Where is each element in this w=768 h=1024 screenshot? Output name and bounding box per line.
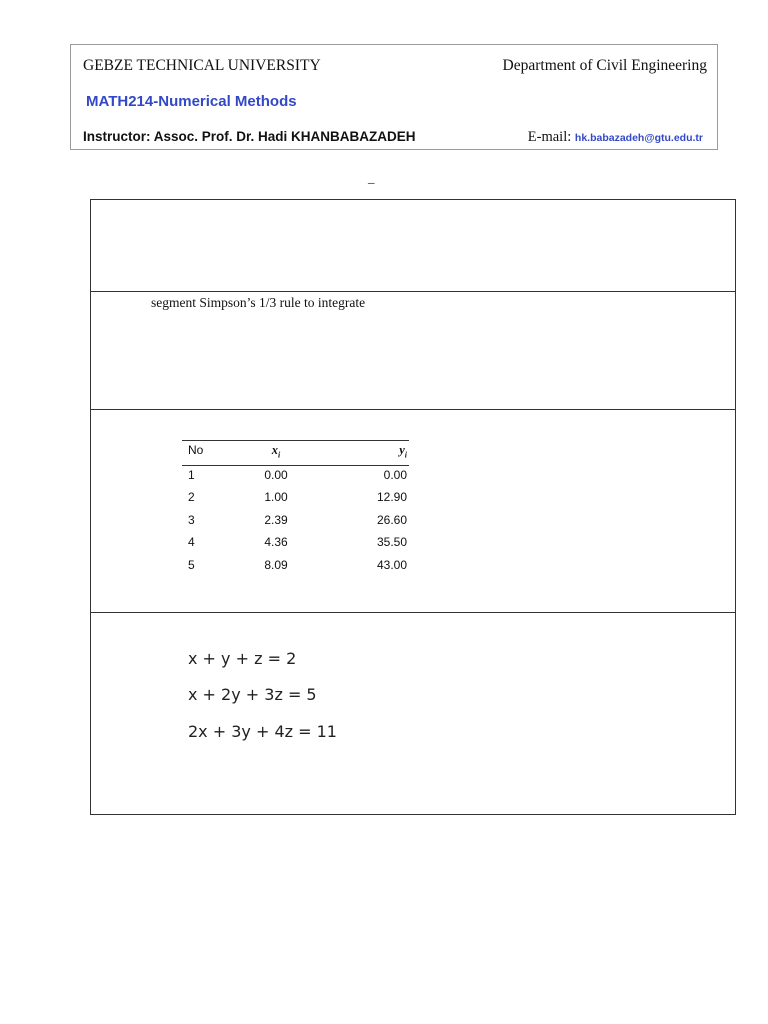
header-no: No bbox=[188, 443, 204, 457]
table-row-1-y: 0.00 bbox=[383, 468, 407, 482]
problem-table bbox=[90, 199, 736, 815]
equation-3: 2x + 3y + 4z = 11 bbox=[188, 722, 337, 741]
dash-mark: _ bbox=[368, 170, 375, 185]
table-row-2-no: 2 bbox=[188, 490, 195, 504]
email-label: E-mail: bbox=[527, 129, 572, 145]
header-x-symbol: x bbox=[271, 443, 278, 457]
header-x bbox=[246, 443, 306, 460]
problem-row-2 bbox=[91, 292, 735, 410]
problem-row-1 bbox=[91, 200, 735, 292]
equation-2: x + 2y + 3z = 5 bbox=[188, 685, 317, 704]
table-row-1-no: 1 bbox=[188, 468, 195, 482]
header-y-symbol: y bbox=[399, 443, 405, 457]
department-name: Department of Civil Engineering bbox=[502, 57, 707, 74]
university-name: GEBZE TECHNICAL UNIVERSITY bbox=[83, 57, 321, 74]
table-row-5-x: 8.09 bbox=[264, 558, 288, 572]
table-row-4-no: 4 bbox=[188, 535, 195, 549]
table-row-5-no: 5 bbox=[188, 558, 195, 572]
problem-row-3 bbox=[91, 410, 735, 613]
table-top-rule bbox=[182, 440, 409, 441]
table-row-5-y: 43.00 bbox=[376, 558, 407, 572]
header-y bbox=[347, 443, 407, 460]
simpson-text: segment Simpson’s 1/3 rule to integrate bbox=[151, 295, 366, 310]
equation-1: x + y + z = 2 bbox=[188, 649, 297, 668]
header-y-subscript: i bbox=[404, 450, 407, 460]
table-row-3-no: 3 bbox=[188, 513, 195, 527]
table-row-4-y: 35.50 bbox=[376, 535, 407, 549]
table-header-rule bbox=[182, 465, 409, 466]
course-title: MATH214-Numerical Methods bbox=[86, 93, 297, 110]
table-row-2-x: 1.00 bbox=[264, 490, 288, 504]
problem-row-4 bbox=[91, 613, 735, 815]
email-address[interactable]: hk.babazadeh@gtu.edu.tr bbox=[574, 132, 703, 144]
email-line bbox=[528, 129, 703, 146]
table-row-3-y: 26.60 bbox=[376, 513, 407, 527]
table-row-2-y: 12.90 bbox=[376, 490, 407, 504]
instructor-name: Instructor: Assoc. Prof. Dr. Hadi KHANBABAZADEH bbox=[83, 129, 416, 144]
document-header bbox=[70, 44, 718, 150]
header-x-subscript: i bbox=[278, 450, 281, 460]
table-row-4-x: 4.36 bbox=[264, 535, 288, 549]
table-row-3-x: 2.39 bbox=[264, 513, 288, 527]
table-row-1-x: 0.00 bbox=[264, 468, 288, 482]
